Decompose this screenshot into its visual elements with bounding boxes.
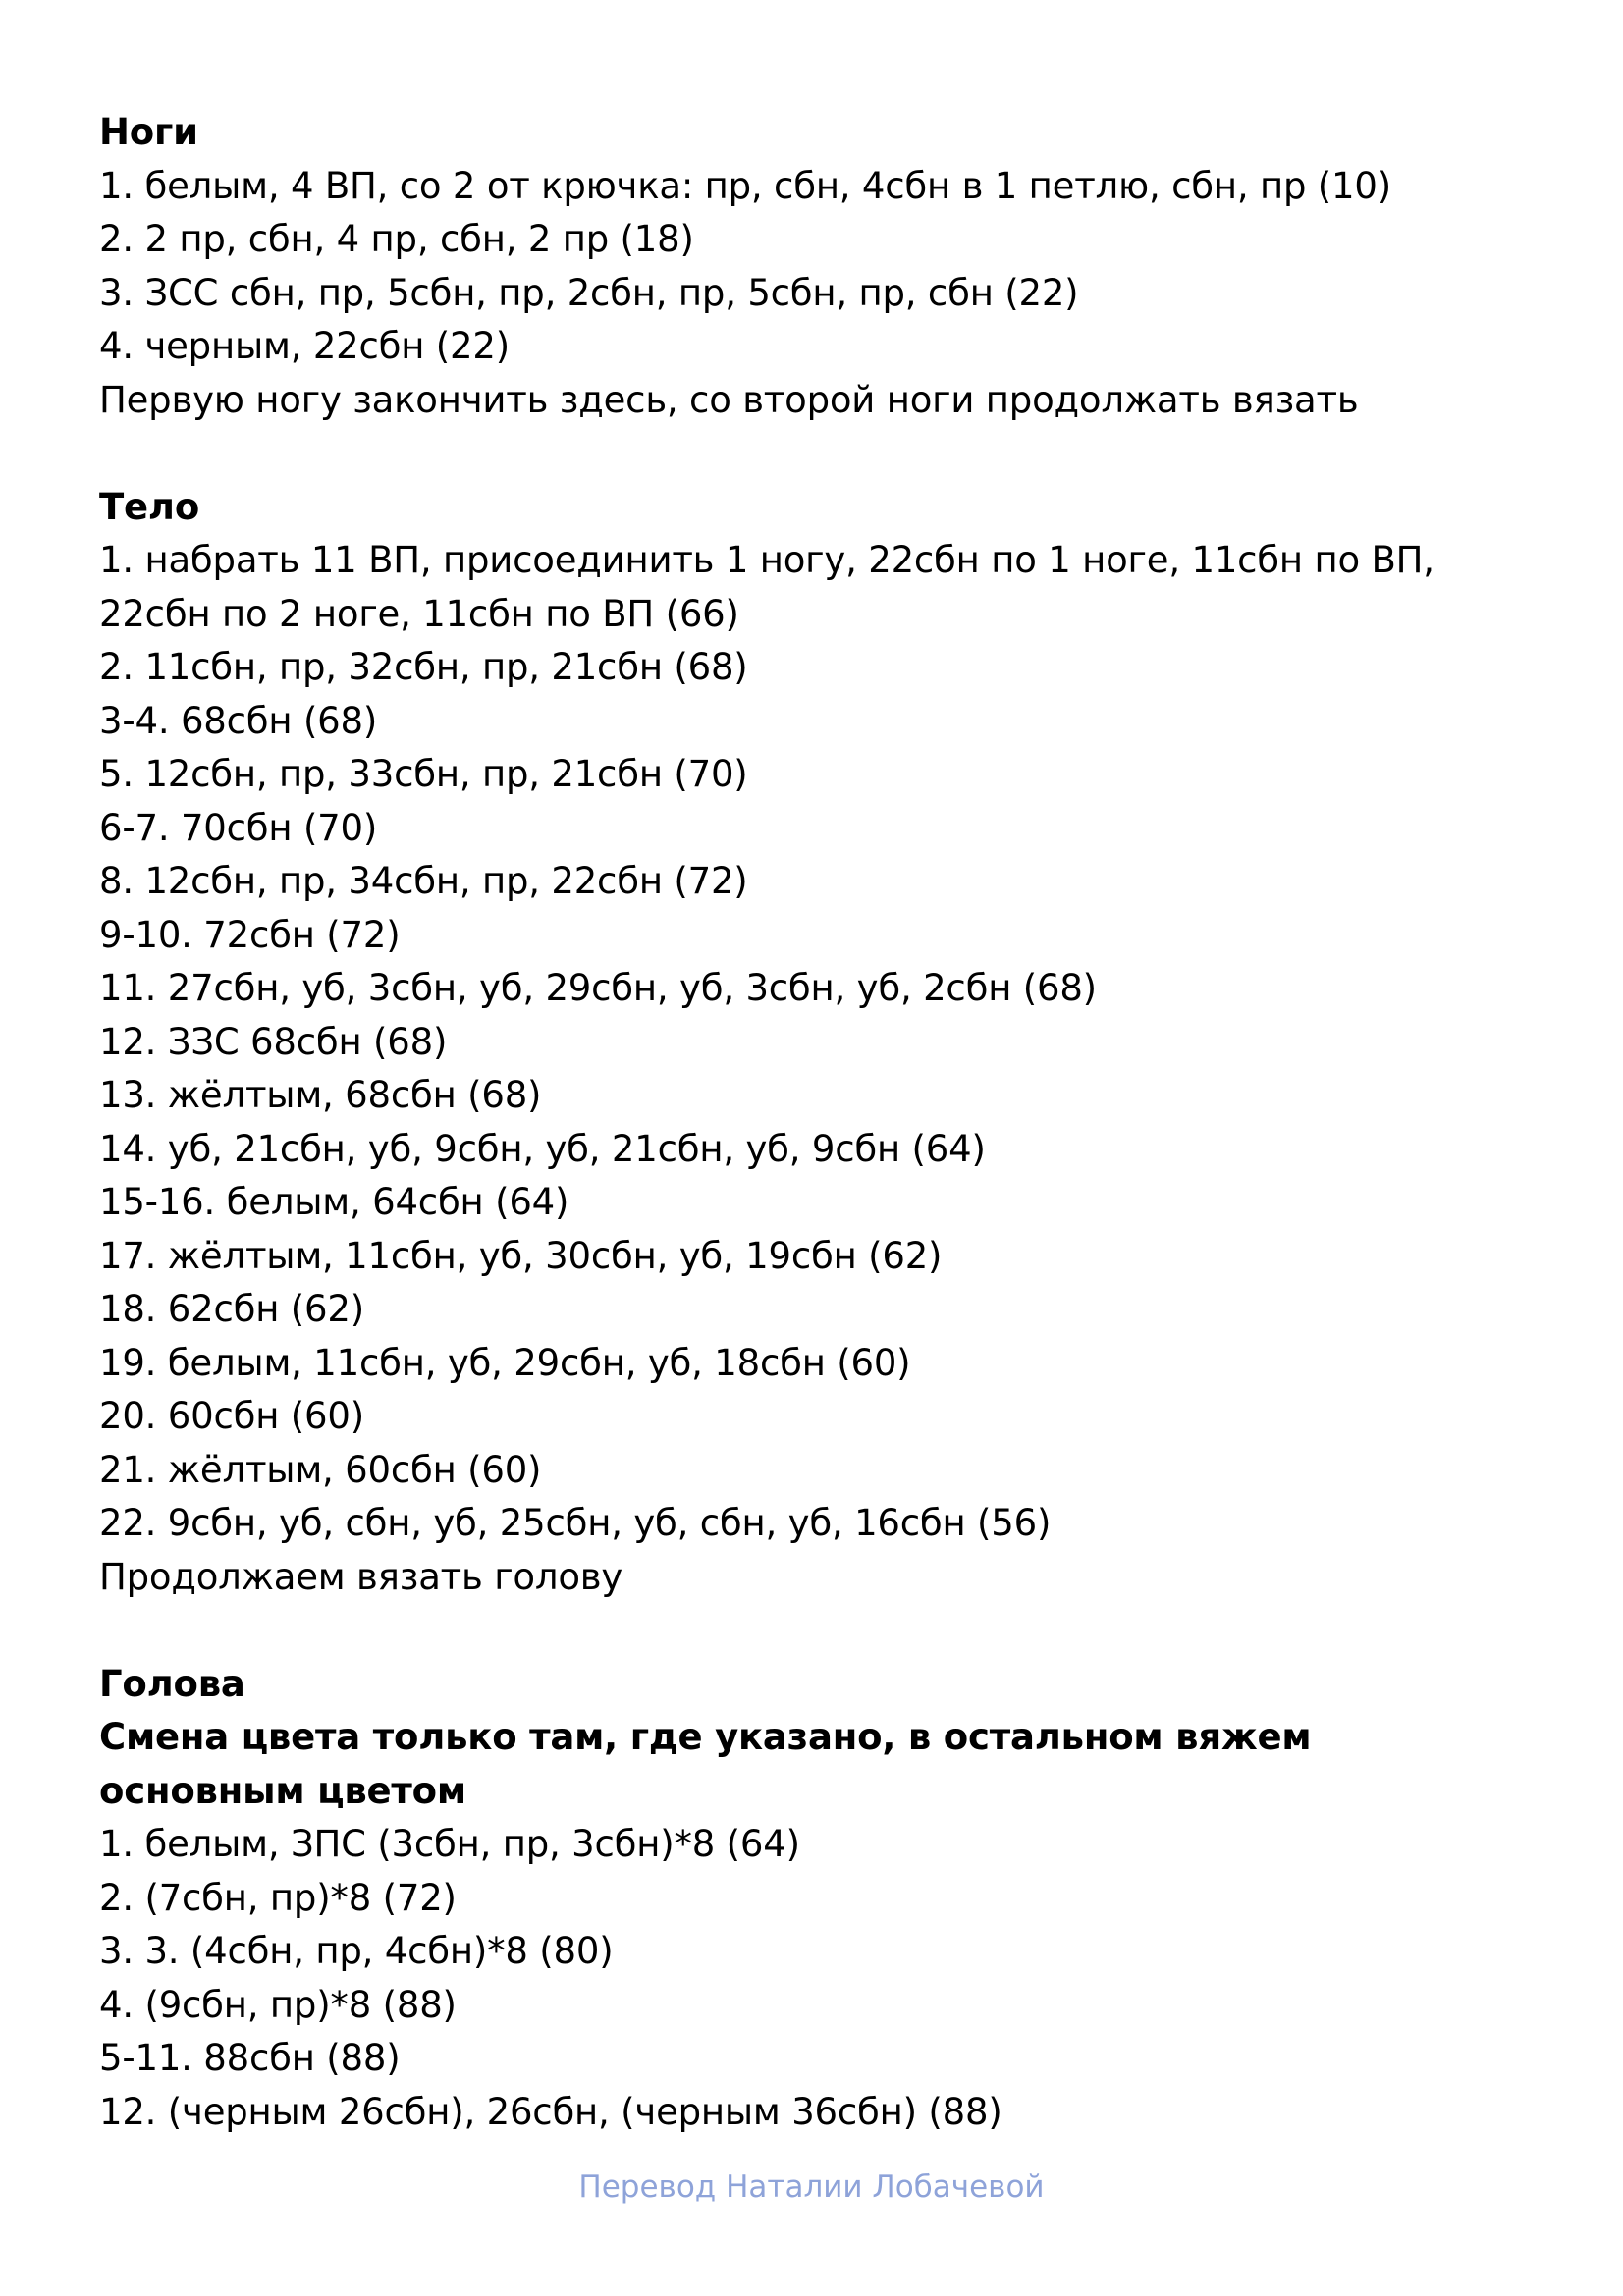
- pattern-row: 19. белым, 11сбн, уб, 29сбн, уб, 18сбн (60): [99, 1341, 911, 1384]
- pattern-row: 5. 12сбн, пр, 33сбн, пр, 21сбн (70): [99, 753, 748, 795]
- pattern-row: 13. жёлтым, 68сбн (68): [99, 1074, 542, 1116]
- pattern-row: 11. 27сбн, уб, 3сбн, уб, 29сбн, уб, 3сбн, уб, 2сбн (68): [99, 967, 1097, 1009]
- pattern-row: 22. 9сбн, уб, сбн, уб, 25сбн, уб, сбн, уб, 16сбн (56): [99, 1502, 1052, 1544]
- section-title-legs: Ноги: [99, 111, 198, 153]
- pattern-row: 4. (9сбн, пр)*8 (88): [99, 1983, 457, 2026]
- pattern-row: 5-11. 88сбн (88): [99, 2037, 401, 2079]
- pattern-row: 6-7. 70сбн (70): [99, 806, 378, 849]
- pattern-row: 17. жёлтым, 11сбн, уб, 30сбн, уб, 19сбн (62): [99, 1234, 943, 1277]
- section-legs: [99, 106, 1523, 427]
- translator-credit: Перевод Наталии Лобачевой: [578, 2169, 1045, 2205]
- pattern-row: 1. белым, ЗПС (3сбн, пр, 3сбн)*8 (64): [99, 1823, 800, 1865]
- pattern-row: 12. (черным 26сбн), 26сбн, (черным 36сбн) (88): [99, 2090, 1002, 2133]
- section-title-body: Тело: [99, 485, 200, 528]
- pattern-row: 3. ЗСС сбн, пр, 5сбн, пр, 2сбн, пр, 5сбн, пр, сбн (22): [99, 271, 1079, 314]
- pattern-row: 1. белым, 4 ВП, со 2 от крючка: пр, сбн, 4сбн в 1 петлю, сбн, пр (10): [99, 164, 1391, 207]
- pattern-row: 9-10. 72сбн (72): [99, 913, 401, 956]
- section-title-head: Голова: [99, 1662, 245, 1705]
- pattern-row: 3. 3. (4сбн, пр, 4сбн)*8 (80): [99, 1930, 614, 1972]
- pattern-row: 4. черным, 22сбн (22): [99, 325, 510, 367]
- section-subtitle-head: Смена цвета только там, где указано, в остальном вяжем основным цветом: [99, 1716, 1312, 1812]
- section-body: [99, 481, 1523, 1605]
- pattern-row: 2. (7сбн, пр)*8 (72): [99, 1876, 457, 1919]
- pattern-row: 21. жёлтым, 60сбн (60): [99, 1448, 542, 1491]
- pattern-note: Первую ногу закончить здесь, со второй ноги продолжать вязать: [99, 378, 1359, 421]
- pattern-row: 3-4. 68сбн (68): [99, 699, 378, 742]
- pattern-row: 2. 2 пр, сбн, 4 пр, сбн, 2 пр (18): [99, 218, 694, 260]
- pattern-row: 15-16. белым, 64сбн (64): [99, 1181, 569, 1223]
- section-head: [99, 1658, 1523, 2140]
- pattern-content: [99, 106, 1523, 2139]
- pattern-row: 20. 60сбн (60): [99, 1395, 364, 1437]
- pattern-row: 8. 12сбн, пр, 34сбн, пр, 22сбн (72): [99, 860, 748, 902]
- pattern-row: 18. 62сбн (62): [99, 1288, 364, 1330]
- pattern-row: 2. 11сбн, пр, 32сбн, пр, 21сбн (68): [99, 646, 748, 688]
- pattern-row: 12. ЗЗС 68сбн (68): [99, 1020, 448, 1063]
- pattern-row: 1. набрать 11 ВП, присоединить 1 ногу, 22сбн по 1 ноге, 11сбн по ВП, 22сбн по 2 ноге, 11сбн по ВП (66): [99, 539, 1434, 635]
- pattern-row: 14. уб, 21сбн, уб, 9сбн, уб, 21сбн, уб, 9сбн (64): [99, 1127, 986, 1170]
- pattern-note: Продолжаем вязать голову: [99, 1555, 623, 1598]
